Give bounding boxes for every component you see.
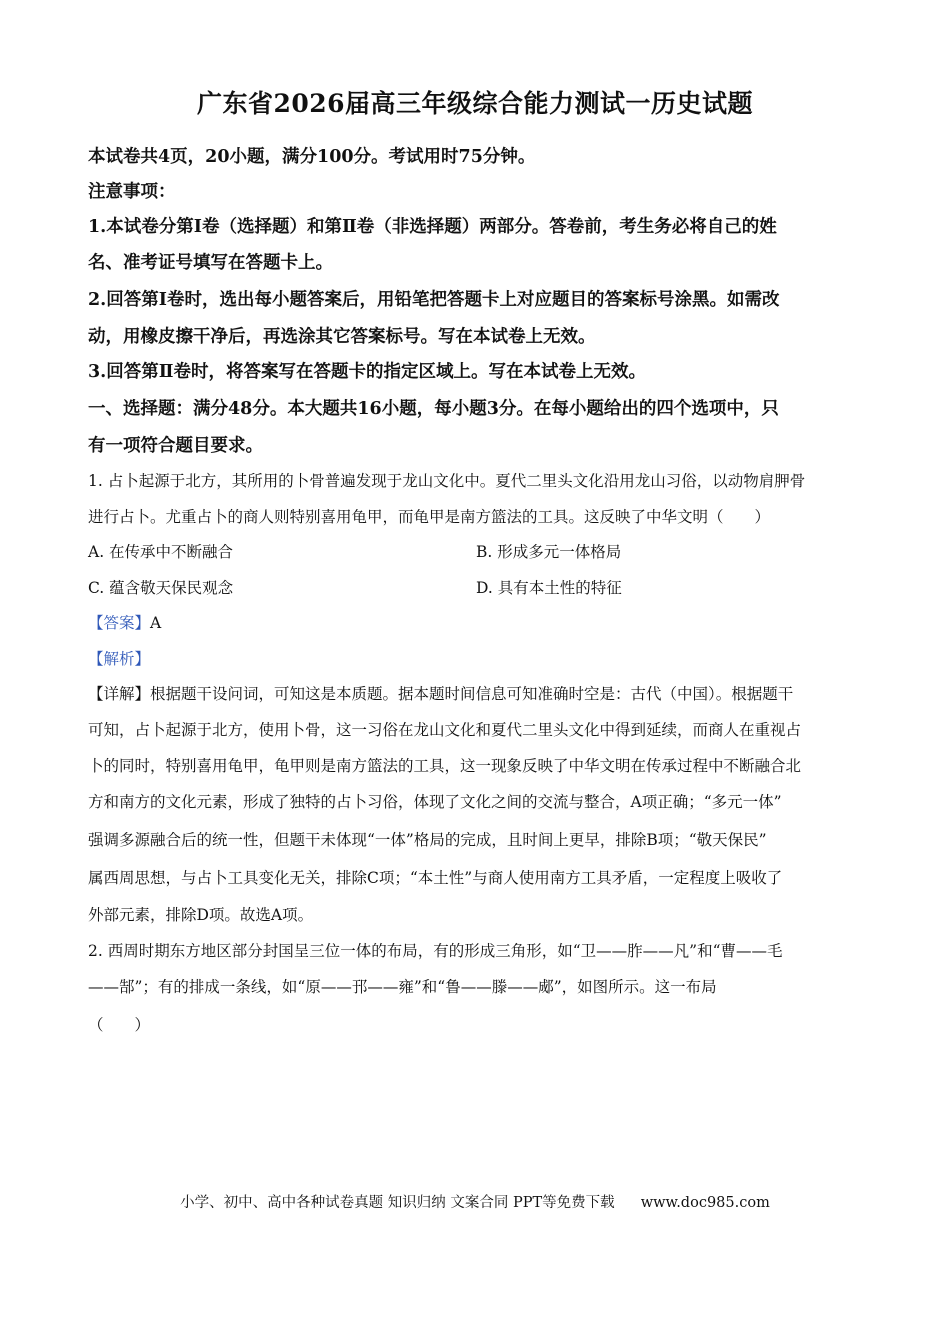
answer-value: A [150, 614, 162, 632]
detail-line: 外部元素，排除D项。故选A项。 [88, 906, 314, 924]
answer-label: 【答案】 [88, 614, 151, 632]
footer-url[interactable]: www.doc985.com [640, 1195, 770, 1211]
option-d: D. 具有本土性的特征 [476, 579, 622, 597]
question-2-stem: （ ） [88, 1016, 151, 1034]
notice-line: 动，用橡皮擦干净后，再选涂其它答案标号。写在本试卷上无效。 [88, 327, 596, 347]
answer-line [88, 611, 161, 633]
option-c: C. 蕴含敬天保民观念 [88, 579, 234, 597]
section-heading: 一、选择题：满分48分。本大题共16小题，每小题3分。在每小题给出的四个选项中，只 [88, 399, 779, 419]
detail-line: 属西周思想，与占卜工具变化无关，排除C项；“本土性”与商人使用南方工具矛盾，一定程度上吸收了 [88, 869, 783, 887]
question-1-stem: 进行占卜。尤重占卜的商人则特别喜用龟甲，而龟甲是南方篮法的工具。这反映了中华文明（ ） [88, 508, 771, 526]
detail-line: 可知，占卜起源于北方，使用卜骨，这一习俗在龙山文化和夏代二里头文化中得到延续，而商人在重视占 [88, 721, 802, 739]
question-2-stem: ——郜”；有的排成一条线，如“原——邘——雍”和“鲁——滕——郕”，如图所示。这一布局 [88, 978, 717, 996]
page-title: 广东省2026届高三年级综合能力测试一历史试题 [196, 89, 754, 118]
detail-line: 卜的同时，特别喜用龟甲，龟甲则是南方篮法的工具，这一现象反映了中华文明在传承过程中不断融合北 [88, 757, 802, 775]
footer-text: 小学、初中、高中各种试卷真题 知识归纳 文案合同 PPT等免费下载 [180, 1195, 615, 1211]
notice-line: 1.本试卷分第Ⅰ卷（选择题）和第Ⅱ卷（非选择题）两部分。答卷前，考生务必将自己的姓 [88, 217, 777, 237]
option-a: A. 在传承中不断融合 [88, 543, 234, 561]
question-2-stem: 2. 西周时期东方地区部分封国呈三位一体的布局，有的形成三角形，如“卫——胙——凡”和“曹——毛 [88, 942, 783, 960]
option-b: B. 形成多元一体格局 [476, 543, 622, 561]
detail-line: 强调多源融合后的统一性，但题干未体现“一体”格局的完成，且时间上更早，排除B项；“敬天保民” [88, 831, 767, 849]
analysis-label: 【解析】 [88, 650, 151, 668]
notice-line: 名、准考证号填写在答题卡上。 [88, 253, 333, 273]
exam-intro: 本试卷共4页，20小题，满分100分。考试用时75分钟。 [88, 147, 536, 167]
page-footer [0, 1191, 950, 1212]
notice-line: 3.回答第Ⅱ卷时，将答案写在答题卡的指定区域上。写在本试卷上无效。 [88, 362, 647, 382]
section-heading: 有一项符合题目要求。 [88, 436, 263, 456]
notice-line: 2.回答第Ⅰ卷时，选出每小题答案后，用铅笔把答题卡上对应题目的答案标号涂黑。如需改 [88, 290, 780, 310]
detail-line: 方和南方的文化元素，形成了独特的占卜习俗，体现了文化之间的交流与整合，A项正确；“多元一体” [88, 793, 782, 811]
question-1-stem: 1. 占卜起源于北方，其所用的卜骨普遍发现于龙山文化中。夏代二里头文化沿用龙山习俗，以动物肩胛骨 [88, 472, 806, 490]
notice-heading: 注意事项： [88, 182, 176, 202]
detail-line: 【详解】根据题干设问词，可知这是本质题。据本题时间信息可知准确时空是：古代（中国）。根据题干 [88, 685, 794, 703]
